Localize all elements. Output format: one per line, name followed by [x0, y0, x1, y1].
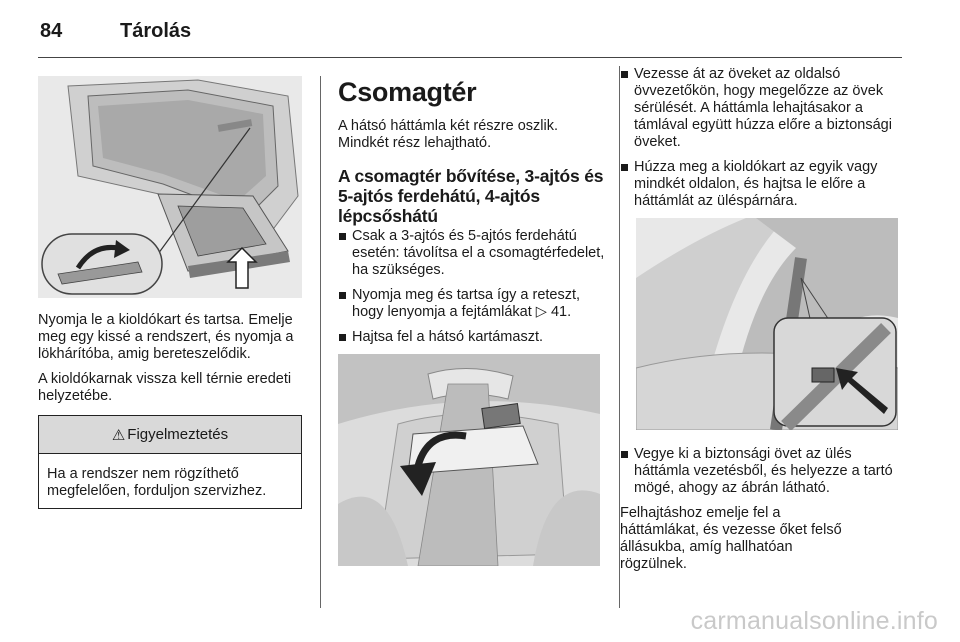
bullet-square-icon — [339, 292, 346, 299]
watermark-text: carmanualsonline.info — [690, 607, 938, 635]
list-item — [620, 66, 910, 151]
list-item — [620, 446, 910, 497]
header-rule — [38, 57, 902, 58]
figure-seat-belt — [636, 218, 898, 430]
closing-paragraph: Felhajtáshoz emelje fel a háttámlákat, és vezesse őket felső állásukba, amíg hallhatóan rögzülnek. — [620, 505, 842, 572]
bullet-square-icon — [621, 164, 628, 171]
column-1 — [38, 76, 302, 509]
list-item-text: Vezesse át az öveket az oldalsó övvezetőkön, hogy megelőzze az övek sérülését. A háttámla lehajtásakor a támlával együtt húzza előre a biztonsági öveket. — [634, 66, 892, 150]
list-item — [338, 287, 608, 321]
bullet-square-icon — [621, 71, 628, 78]
intro-paragraph: A hátsó háttámla két részre oszlik. Mindkét rész lehajtható. — [338, 118, 559, 151]
list-item-text: Húzza meg a kioldókart az egyik vagy mindkét oldalon, és hajtsa le előre a háttámlát az üléspárnára. — [634, 159, 878, 209]
figure-armrest — [338, 354, 600, 566]
list-item — [338, 228, 608, 279]
bullet-list-2 — [620, 66, 910, 210]
warning-triangle-icon: ⚠ — [111, 426, 126, 444]
page-number: 84 — [40, 20, 63, 42]
column-2 — [338, 76, 608, 566]
bullet-square-icon — [621, 451, 628, 458]
column-3 — [620, 66, 910, 581]
warning-header — [39, 416, 301, 454]
warning-text: Ha a rendszer nem rögzíthető megfelelően, forduljon szervizhez. — [47, 466, 267, 499]
list-item-text: Csak a 3-ajtós és 5-ajtós ferdehátú esetén: távolítsa el a csomagtérfedelet, ha szükséges. — [352, 228, 605, 278]
subsection-title: A csomagtér bővítése, 3-ajtós és 5-ajtós ferdehátú, 4-ajtós lépcsőshátú — [338, 166, 604, 226]
list-item-text: Hajtsa fel a hátsó kartámaszt. — [352, 329, 543, 345]
paragraph-release: Nyomja le a kioldókart és tartsa. Emelje meg egy kissé a rendszert, és nyomja a lökhárítóba, amig bereteszelődik. — [38, 312, 294, 362]
section-title: Tárolás — [120, 20, 192, 42]
list-item — [620, 159, 910, 210]
warning-title: Figyelmeztetés — [127, 426, 229, 443]
list-item-text: Nyomja meg és tartsa így a reteszt, hogy lenyomja a fejtámlákat ▷ 41. — [352, 287, 581, 320]
bullet-square-icon — [339, 334, 346, 341]
bullet-list-3 — [620, 446, 910, 497]
paragraph-lever-return: A kioldókarnak vissza kell térnie eredeti helyzetébe. — [38, 371, 292, 404]
list-item — [338, 329, 608, 346]
list-item-text: Vegye ki a biztonsági övet az ülés háttámla vezetésből, és helyezze a tartó mögé, ahogy az ábrán látható. — [634, 446, 893, 496]
page-header — [40, 14, 920, 50]
bullet-square-icon — [339, 233, 346, 240]
bullet-list-1 — [338, 228, 608, 346]
chapter-title: Csomagtér — [338, 77, 477, 107]
warning-box — [38, 415, 302, 509]
column-divider-1 — [320, 76, 321, 608]
figure-release-lever — [38, 76, 302, 298]
